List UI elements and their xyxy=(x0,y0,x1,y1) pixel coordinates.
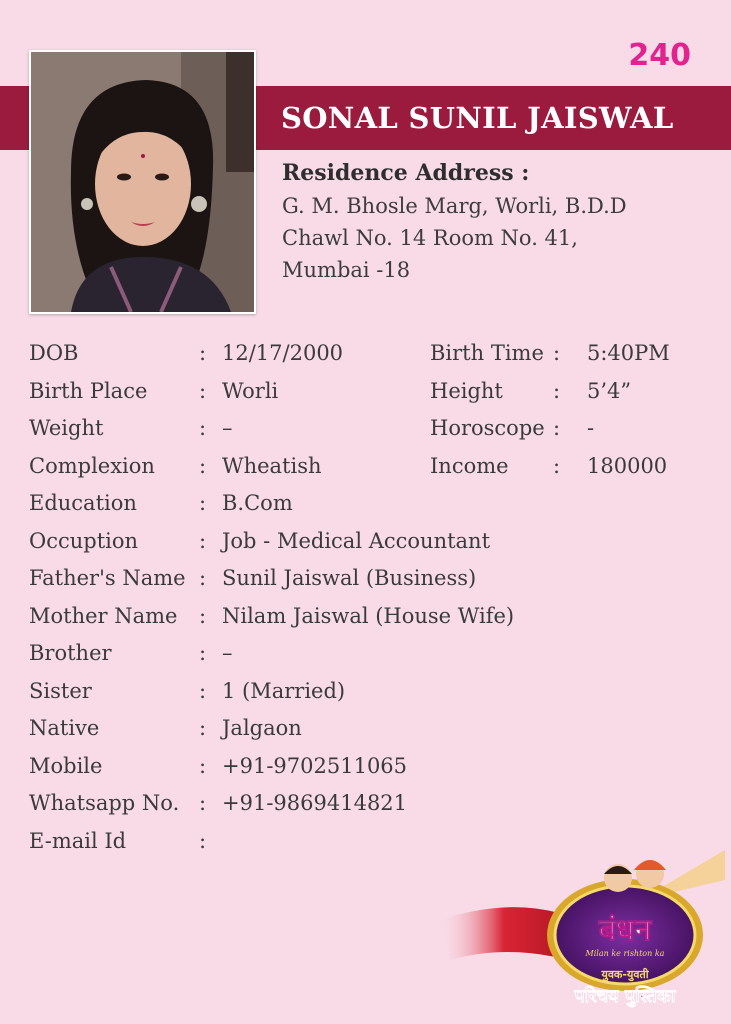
detail-separator: : xyxy=(199,416,207,440)
detail-label: Father's Name xyxy=(29,566,186,590)
address-heading: Residence Address : xyxy=(282,160,530,186)
detail-label: Weight xyxy=(29,416,104,440)
detail-value: – xyxy=(222,416,233,440)
detail-separator: : xyxy=(199,566,207,590)
detail-separator: : xyxy=(553,341,561,365)
detail-value: 1 (Married) xyxy=(222,679,346,703)
detail-value: +91-9702511065 xyxy=(222,754,408,778)
detail-value: 180000 xyxy=(587,454,668,478)
detail-value: 5:40PM xyxy=(587,341,670,365)
profile-photo-image xyxy=(31,52,254,312)
detail-separator: : xyxy=(199,529,207,553)
detail-label: Whatsapp No. xyxy=(29,791,180,815)
detail-label: Birth Time xyxy=(430,341,544,365)
detail-separator: : xyxy=(199,341,207,365)
detail-separator: : xyxy=(199,379,207,403)
page-number: 240 xyxy=(628,38,691,73)
detail-label: Mother Name xyxy=(29,604,178,628)
detail-value: 12/17/2000 xyxy=(222,341,344,365)
logo-subtitle: युवक-युवती xyxy=(601,968,649,981)
detail-label: Sister xyxy=(29,679,92,703)
detail-label: Horoscope xyxy=(430,416,545,440)
detail-separator: : xyxy=(553,379,561,403)
detail-label: Mobile xyxy=(29,754,103,778)
detail-label: Native xyxy=(29,716,100,740)
detail-label: Education xyxy=(29,491,137,515)
detail-separator: : xyxy=(199,791,207,815)
logo-tagline: Milan ke rishton ka xyxy=(585,949,665,958)
detail-value: Job - Medical Accountant xyxy=(222,529,491,553)
detail-separator: : xyxy=(199,716,207,740)
detail-label: Occuption xyxy=(29,529,139,553)
detail-value: Nilam Jaiswal (House Wife) xyxy=(222,604,515,628)
detail-label: DOB xyxy=(29,341,79,365)
detail-separator: : xyxy=(199,491,207,515)
detail-value: Wheatish xyxy=(222,454,322,478)
profile-photo xyxy=(29,50,256,314)
address-line: G. M. Bhosle Marg, Worli, B.D.D xyxy=(282,194,627,218)
detail-separator: : xyxy=(553,454,561,478)
detail-label: Income xyxy=(430,454,509,478)
detail-separator: : xyxy=(199,754,207,778)
detail-value: Jalgaon xyxy=(222,716,302,740)
detail-value: - xyxy=(587,416,595,440)
detail-separator: : xyxy=(199,604,207,628)
profile-name: SONAL SUNIL JAISWAL xyxy=(281,101,674,135)
detail-separator: : xyxy=(199,641,207,665)
detail-label: Birth Place xyxy=(29,379,148,403)
detail-label: E-mail Id xyxy=(29,829,127,853)
detail-label: Brother xyxy=(29,641,112,665)
logo-title: बंधन xyxy=(598,913,652,948)
detail-value: 5’4” xyxy=(587,379,632,403)
detail-separator: : xyxy=(199,454,207,478)
detail-label: Complexion xyxy=(29,454,155,478)
logo-bottom-text: परिचय पुस्तिका xyxy=(574,986,676,1007)
detail-value: – xyxy=(222,641,233,665)
detail-value: Sunil Jaiswal (Business) xyxy=(222,566,477,590)
detail-separator: : xyxy=(199,829,207,853)
detail-value: B.Com xyxy=(222,491,293,515)
address-line: Mumbai -18 xyxy=(282,258,411,282)
detail-separator: : xyxy=(199,679,207,703)
detail-separator: : xyxy=(553,416,561,440)
detail-value: +91-9869414821 xyxy=(222,791,408,815)
detail-label: Height xyxy=(430,379,503,403)
bandhan-logo xyxy=(440,850,725,1020)
address-line: Chawl No. 14 Room No. 41, xyxy=(282,226,578,250)
detail-value: Worli xyxy=(222,379,279,403)
